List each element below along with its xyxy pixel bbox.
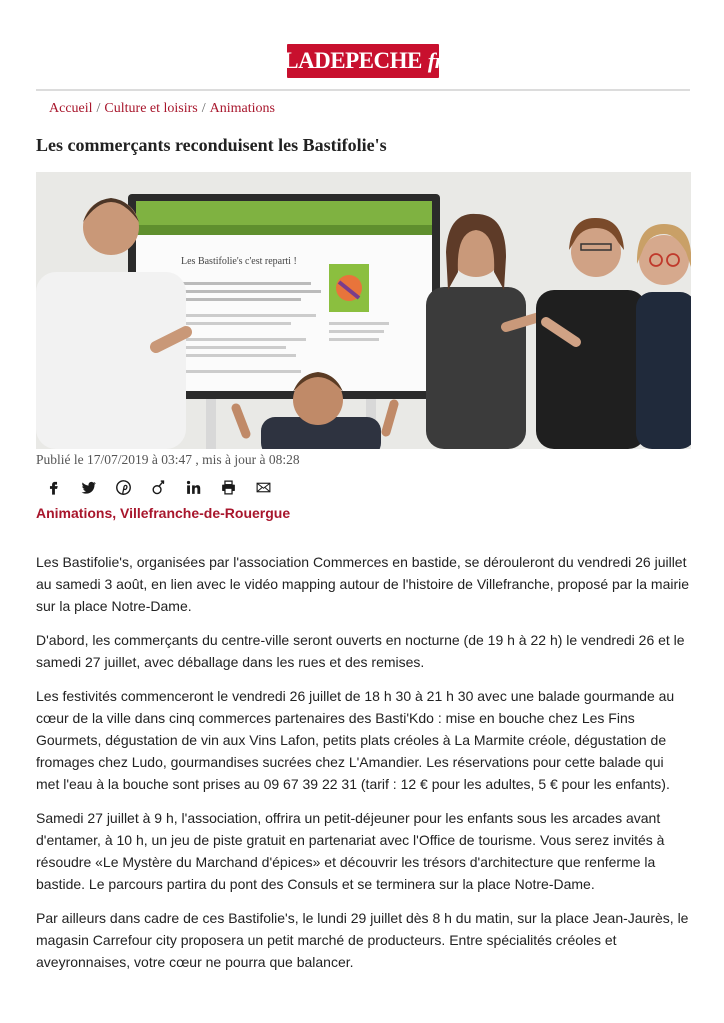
print-icon[interactable] [211, 476, 246, 498]
viadeo-icon[interactable] [141, 476, 176, 498]
article-paragraph: Par ailleurs dans cadre de ces Bastifolie's, le lundi 29 juillet dès 8 h du matin, sur la place Jean-Jaurès, le magasin Carrefour city proposera un petit marché de producteurs. Entre spécialités créoles et aveyronnaises, votre cœur ne pourra que balancer. [36, 910, 689, 970]
breadcrumb [49, 101, 275, 117]
article-paragraph: Les festivités commenceront le vendredi 26 juillet de 18 h 30 à 21 h 30 avec une balade gourmande au cœur de la ville dans cinq commerces partenaires des Basti'Kdo : mise en bouche chez Les Fins Gourmets, dégustation de vin aux Vins Lafon, petits plats créoles à La Marmite créole, dégustation de fromages chez Ludo, gourmandises sucrées chez L'Amandier. Les réservations pour cette balade qui met l'eau à la bouche sont prises au 09 67 39 22 31 (tarif : 12 € pour les adultes, 5 € pour les enfants). [36, 688, 675, 792]
breadcrumb-separator: / [201, 101, 206, 116]
photo-illustration [36, 172, 691, 449]
email-icon[interactable] [246, 476, 281, 498]
logo-suffix-text: fr [427, 48, 443, 73]
twitter-icon[interactable] [71, 476, 106, 498]
breadcrumb-item-culture[interactable]: Culture et loisirs [104, 101, 198, 116]
facebook-icon[interactable] [36, 476, 71, 498]
site-header [0, 0, 724, 92]
article-photo [36, 172, 691, 449]
breadcrumb-item-accueil[interactable]: Accueil [49, 101, 93, 116]
breadcrumb-separator: / [96, 101, 101, 116]
article-body [36, 551, 690, 985]
site-logo[interactable] [283, 44, 443, 78]
article-paragraph: Les Bastifolie's, organisées par l'association Commerces en bastide, se dérouleront du vendredi 26 juillet au samedi 3 août, en lien avec le vidéo mapping autour de l'histoire de Villefranche, proposé par la mairie sur la place Notre-Dame. [36, 554, 690, 614]
share-bar [36, 476, 281, 498]
article-paragraph: D'abord, les commerçants du centre-ville seront ouverts en nocturne (de 19 h à 22 h) le vendredi 26 et le samedi 27 juillet, avec déballage dans les rues et des remises. [36, 632, 685, 670]
article-tags[interactable]: Animations, Villefranche-de-Rouergue [36, 505, 291, 521]
logo-main-text: LADEPECHE [283, 48, 422, 73]
pinterest-icon[interactable] [106, 476, 141, 498]
publish-date: Publié le 17/07/2019 à 03:47 , mis à jour à 08:28 [36, 452, 300, 467]
article-paragraph: Samedi 27 juillet à 9 h, l'association, offrira un petit-déjeuner pour les enfants sous les arcades avant d'entamer, à 10 h, un jeu de piste gratuit en partenariat avec l'Office de tourisme. Vous serez invités à résoudre «Le Mystère du Marchand d'épices» et découvrir les trésors d'architecture que renferme la bastide. Le parcours partira du pont des Consuls et se terminera sur la place Notre-Dame. [36, 810, 665, 892]
linkedin-icon[interactable] [176, 476, 211, 498]
screen-heading: Les Bastifolie's c'est reparti ! [181, 256, 297, 267]
header-divider [36, 89, 690, 91]
person-5 [636, 224, 691, 449]
article-title: Les commerçants reconduisent les Bastifolie's [36, 135, 387, 155]
breadcrumb-item-animations[interactable]: Animations [209, 101, 275, 116]
